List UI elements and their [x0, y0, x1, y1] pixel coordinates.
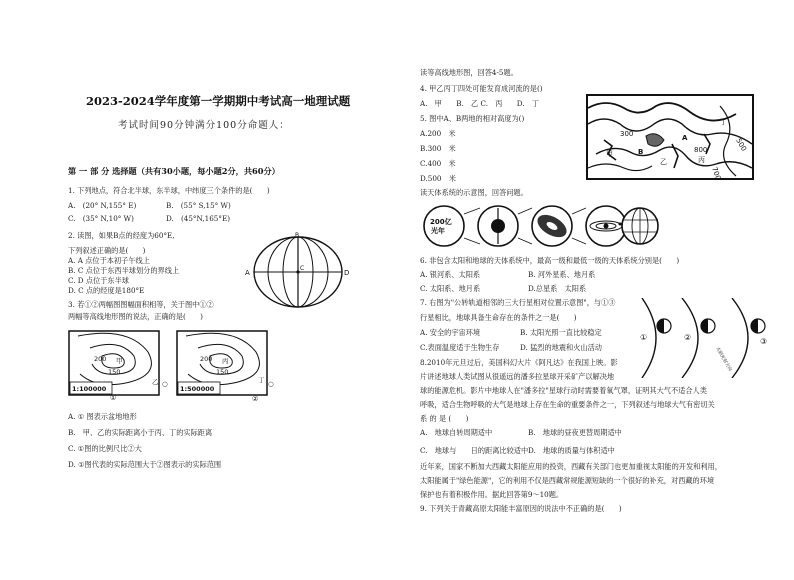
map1-point-yi: 乙	[152, 378, 159, 386]
q3-option-b: B. 甲、乙的实际距离小于丙、丁的实际距离	[68, 428, 213, 437]
map1-contour-200: 200	[94, 355, 107, 363]
q2-option-b: B. C 点位于东西半球划分的界线上	[68, 266, 180, 275]
q45-point-b: B	[638, 148, 644, 156]
q7-stem-line1: 7. 右图为"公转轨道相邻的三大行星相对位置示意图"，与①③	[420, 298, 616, 307]
q1-stem: 1. 下列地点，符合北半球，东半球，中纬度三个条件的是( )	[68, 186, 270, 195]
q8-option-c: C. 地球与 日的距离比较适中	[420, 446, 529, 455]
q3-stem-line1: 3. 若①②两幅图图幅面积相等，关于图中①②	[68, 300, 214, 309]
q1-option-b: B. (55° S,15° W)	[166, 201, 231, 210]
contour-map-q45	[586, 94, 756, 182]
contour-map-2	[176, 330, 284, 402]
q45-contour-500: 500	[734, 137, 748, 153]
q5-option-b: B.300 米	[420, 144, 456, 153]
q2-stem: 2. 读图，如果B点的经度为60°E,	[68, 231, 175, 240]
q3-option-c: C. ①图的比例尺比②大	[68, 444, 142, 453]
q5-option-d: D.500 米	[420, 174, 456, 183]
q910-para-line3: 保护也有着积极作用。据此回答第9～10题。	[420, 490, 564, 499]
map1-point-jia: 甲	[116, 357, 123, 365]
q45-contour-800: 800	[694, 146, 708, 154]
q1-option-c: C. (35° N,10° W)	[68, 214, 134, 223]
globe-label-d: D	[344, 269, 350, 277]
q5-option-c: C.400 米	[420, 159, 456, 168]
q6-option-c: C. 太阳系、地月系	[420, 284, 481, 293]
q1-option-d: D. (45°N,165°E)	[166, 214, 230, 223]
celestial-systems-figure	[420, 200, 660, 252]
q3-stem-line2: 两幅等高线地形图的说法，正确的是( )	[68, 312, 203, 321]
q5-option-a: A.200 米	[420, 129, 456, 138]
exam-subtitle: 考试时间90分钟满分100分命题人：	[118, 120, 290, 131]
q3-option-a: A. ① 图表示盆地地形	[68, 412, 137, 421]
q7-option-d: D. 猛烈的地震和火山活动	[520, 343, 602, 352]
map1-point-circle: ○	[162, 380, 168, 388]
q45-point-jia: 甲	[606, 150, 613, 158]
map2-number: ②	[252, 395, 259, 402]
q7-stem-line2: 行星相比，地球具备生命存在的条件之一是( )	[420, 313, 577, 322]
q45-intro: 读等高线地形图，回答4-5题。	[420, 68, 518, 77]
q8-para-line1: 8.2010年元旦过后，美国科幻大片《阿凡达》在我国上映。影	[420, 358, 618, 367]
q5-stem: 5. 图中A、B两地的相对高度为()	[420, 114, 525, 123]
q2-option-c: C. D 点位于东半球	[68, 276, 129, 285]
q45-point-ding: 丁	[720, 118, 727, 126]
universe-badge-line1: 200亿	[430, 218, 452, 226]
q1-option-a: A. (20° N,155° E)	[68, 201, 137, 210]
globe-grid-figure	[242, 232, 354, 312]
map2-contour-200: 200	[200, 355, 213, 363]
q9-stem: 9. 下列关于青藏高原太阳能丰富原因的说法中不正确的是( )	[420, 504, 622, 513]
q8-para-line5: 系 的 是 ( )	[420, 414, 469, 423]
q45-contour-700: 700	[710, 165, 723, 182]
q3-option-d: D. ①图代表的实际范围大于②图表示的实际范围	[68, 460, 222, 469]
sunlight-direction-label: 太阳光射方向	[714, 346, 733, 373]
q2-option-d: D. C 点的经度是180°E	[68, 286, 145, 295]
map1-contour-150: 150	[108, 368, 121, 376]
q8-option-d: D. 地球的质量与体积适中	[528, 446, 615, 455]
planet-label-3: ③	[760, 337, 768, 346]
q45-point-bing: 丙	[698, 156, 705, 164]
q8-option-a: A. 地球自转周期适中	[420, 428, 493, 437]
globe-label-a: A	[245, 269, 250, 277]
q6-option-a: A. 银河系、太阳系	[420, 270, 481, 279]
map2-scale: 1:500000	[180, 385, 215, 393]
map2-point-ding: 丁	[258, 376, 265, 384]
q7-option-a: A. 安全的宇宙环境	[420, 328, 481, 337]
q4-options: A. 甲 B. 乙 C. 丙 D. 丁	[420, 99, 539, 108]
universe-badge-line2: 光年	[431, 227, 445, 235]
q8-para-line2: 片讲述地球人类试图从很遥远的潘多拉星球开采矿产以解决地	[420, 372, 615, 381]
map1-number: ①	[110, 394, 117, 400]
q8-para-line4: 呼吸，适合生物呼吸的大气是地球上存在生命的重要条件之一，下列叙述与地球大气有密切关	[420, 400, 715, 409]
map2-point-bing: 丙	[222, 357, 229, 365]
q910-para-line2: 太阳能属于"绿色能源"，它的利用不仅是西藏常规能源短缺的一个很好的补充，对西藏的环境	[420, 476, 715, 485]
planet-label-1: ①	[640, 333, 648, 342]
q6-stem: 6. 非包含太阳和地球的天体系统中，最高一级和最低一级的天体系统分别是( )	[420, 256, 680, 265]
map2-contour-150: 150	[216, 368, 229, 376]
section-heading: 第 一 部 分 选择题（共有30小题，每小题2分，共60分）	[68, 166, 280, 176]
q8-para-line3: 球的能源危机。影片中地球人在"潘多拉"星球行动时需要着氧气罩，证明其大气不适合人类	[420, 386, 707, 395]
globe-label-b: B	[295, 232, 300, 239]
q45-point-yi: 乙	[660, 158, 667, 166]
q2-option-a: A. A 点位于本初子午线上	[68, 256, 150, 265]
planets-figure	[636, 298, 772, 378]
map1-scale: 1:100000	[72, 385, 107, 393]
q6-option-d: D.总星系 太阳系	[528, 284, 587, 293]
q8-option-b: B. 地球的昼夜更替周期适中	[528, 428, 622, 437]
q6-option-b: B. 河外星系、地月系	[528, 270, 596, 279]
q2-prompt: 下列叙述正确的是( )	[68, 246, 146, 255]
q7-option-b: B. 太阳光照一直比较稳定	[520, 328, 602, 337]
map2-point-circle: ○	[268, 380, 274, 388]
q45-contour-300: 300	[620, 130, 634, 138]
page-title: 2023-2024学年度第一学期期中考试高一地理试题	[86, 94, 351, 108]
q910-para-line1: 近年来，国家不断加大西藏太阳能应用的投资，西藏有关部门也更加重视太阳能的开发和利用，	[420, 462, 722, 471]
q6-intro: 读天体系统的示意图，回答问题。	[420, 188, 528, 197]
q7-option-c: C.表面温度适于生物生存	[420, 343, 500, 352]
planet-label-2: ②	[684, 333, 692, 342]
contour-map-1	[68, 330, 176, 400]
globe-label-c: C	[300, 265, 305, 272]
q45-point-a: A	[682, 134, 688, 142]
q4-stem: 4. 甲乙丙丁四处可能发育成河流的是()	[420, 84, 543, 93]
